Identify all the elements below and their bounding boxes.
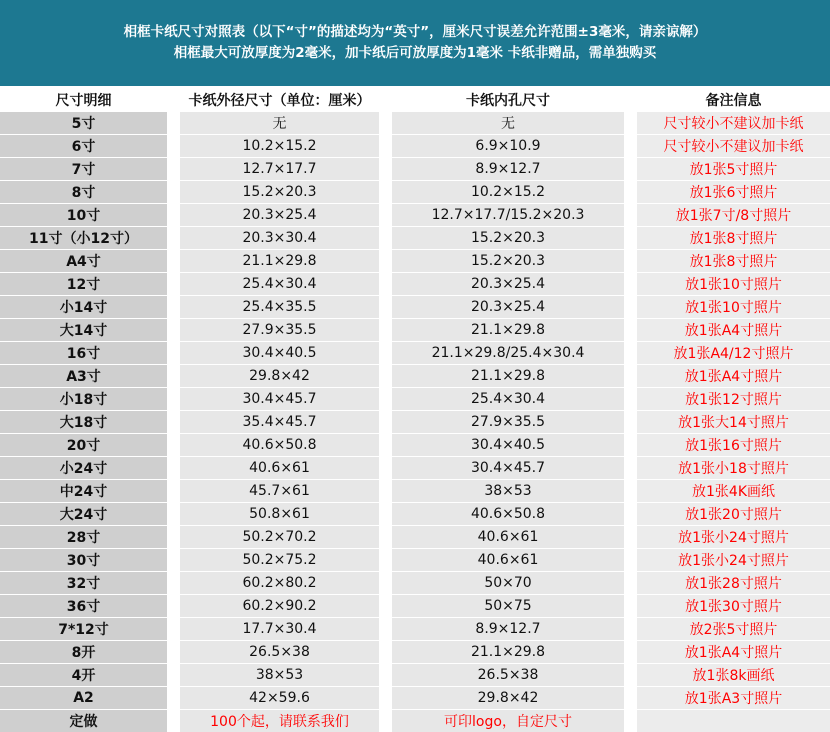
column-header-inner: 卡纸内孔尺寸 [392, 89, 624, 111]
cell-size: 20寸 [0, 434, 167, 456]
cell-outer: 45.7×61 [180, 480, 379, 502]
column-gap [624, 273, 637, 295]
title-line-1: 相框卡纸尺寸对照表（以下“寸”的描述均为“英寸”，厘米尺寸误差允许范围±3毫米，请亲谅解） [123, 24, 707, 40]
column-gap [167, 319, 180, 341]
column-gap [624, 457, 637, 479]
cell-size: 小18寸 [0, 388, 167, 410]
cell-size: 32寸 [0, 572, 167, 594]
column-gap [379, 135, 392, 157]
column-gap [624, 480, 637, 502]
cell-inner: 12.7×17.7/15.2×20.3 [392, 204, 624, 226]
cell-inner: 40.6×50.8 [392, 503, 624, 525]
column-gap [167, 526, 180, 548]
cell-outer: 21.1×29.8 [180, 250, 379, 272]
column-gap [379, 342, 392, 364]
column-gap [624, 687, 637, 709]
column-gap [379, 526, 392, 548]
cell-note: 放1张8寸照片 [637, 227, 830, 249]
cell-inner: 50×70 [392, 572, 624, 594]
cell-size: 8寸 [0, 181, 167, 203]
cell-outer: 17.7×30.4 [180, 618, 379, 640]
column-gap [167, 296, 180, 318]
cell-size: 大24寸 [0, 503, 167, 525]
cell-outer: 30.4×45.7 [180, 388, 379, 410]
cell-size: 大14寸 [0, 319, 167, 341]
title-line-2: 相框最大可放厚度为2毫米，加卡纸后可放厚度为1毫米 卡纸非赠品，需单独购买 [173, 45, 657, 61]
column-gap [379, 411, 392, 433]
cell-size: 大18寸 [0, 411, 167, 433]
cell-size: 10寸 [0, 204, 167, 226]
column-gap [624, 181, 637, 203]
cell-note: 放1张8寸照片 [637, 250, 830, 272]
column-gap [379, 89, 392, 111]
cell-inner: 15.2×20.3 [392, 227, 624, 249]
cell-note: 放1张30寸照片 [637, 595, 830, 617]
column-gap [167, 89, 180, 111]
column-gap [167, 434, 180, 456]
column-gap [624, 296, 637, 318]
column-gap [624, 227, 637, 249]
cell-note: 放1张A4寸照片 [637, 641, 830, 663]
cell-inner: 6.9×10.9 [392, 135, 624, 157]
column-gap [379, 227, 392, 249]
column-gap [624, 319, 637, 341]
cell-inner: 20.3×25.4 [392, 273, 624, 295]
cell-note: 放2张5寸照片 [637, 618, 830, 640]
cell-inner: 21.1×29.8 [392, 641, 624, 663]
cell-inner: 21.1×29.8 [392, 319, 624, 341]
cell-outer: 38×53 [180, 664, 379, 686]
cell-size: 8开 [0, 641, 167, 663]
column-gap [167, 457, 180, 479]
cell-outer: 50.8×61 [180, 503, 379, 525]
cell-note: 放1张小18寸照片 [637, 457, 830, 479]
column-gap [167, 365, 180, 387]
column-gap [379, 503, 392, 525]
cell-note: 尺寸较小不建议加卡纸 [637, 135, 830, 157]
column-gap [379, 204, 392, 226]
cell-outer: 10.2×15.2 [180, 135, 379, 157]
cell-note: 放1张20寸照片 [637, 503, 830, 525]
column-gap [167, 135, 180, 157]
column-gap [379, 549, 392, 571]
cell-inner: 15.2×20.3 [392, 250, 624, 272]
cell-size: A4寸 [0, 250, 167, 272]
cell-note: 放1张5寸照片 [637, 158, 830, 180]
column-gap [167, 641, 180, 663]
column-gap [379, 181, 392, 203]
column-gap [167, 595, 180, 617]
cell-note: 放1张A3寸照片 [637, 687, 830, 709]
column-gap [167, 549, 180, 571]
column-gap [379, 710, 392, 732]
cell-size: A2 [0, 687, 167, 709]
cell-inner: 21.1×29.8/25.4×30.4 [392, 342, 624, 364]
cell-inner: 27.9×35.5 [392, 411, 624, 433]
column-gap [624, 549, 637, 571]
cell-outer: 50.2×70.2 [180, 526, 379, 548]
cell-size: 11寸（小12寸） [0, 227, 167, 249]
column-gap [167, 710, 180, 732]
cell-size: 16寸 [0, 342, 167, 364]
column-header-size: 尺寸明细 [0, 89, 167, 111]
cell-outer: 27.9×35.5 [180, 319, 379, 341]
cell-outer: 40.6×61 [180, 457, 379, 479]
cell-inner: 8.9×12.7 [392, 618, 624, 640]
cell-size: 7*12寸 [0, 618, 167, 640]
cell-outer: 60.2×90.2 [180, 595, 379, 617]
cell-outer: 50.2×75.2 [180, 549, 379, 571]
cell-note: 放1张A4寸照片 [637, 365, 830, 387]
column-gap [624, 618, 637, 640]
column-gap [167, 158, 180, 180]
cell-inner: 30.4×40.5 [392, 434, 624, 456]
column-gap [167, 572, 180, 594]
cell-inner: 40.6×61 [392, 526, 624, 548]
cell-inner: 可印logo，自定尺寸 [392, 710, 624, 732]
column-gap [624, 250, 637, 272]
column-header-outer: 卡纸外径尺寸（单位：厘米） [180, 89, 379, 111]
cell-size: 12寸 [0, 273, 167, 295]
column-gap [624, 710, 637, 732]
column-gap [167, 181, 180, 203]
column-gap [379, 480, 392, 502]
column-gap [379, 250, 392, 272]
cell-inner: 无 [392, 112, 624, 134]
cell-note: 放1张28寸照片 [637, 572, 830, 594]
column-gap [624, 503, 637, 525]
cell-inner: 25.4×30.4 [392, 388, 624, 410]
cell-size: 小14寸 [0, 296, 167, 318]
cell-note: 放1张10寸照片 [637, 273, 830, 295]
cell-size: 4开 [0, 664, 167, 686]
column-gap [167, 480, 180, 502]
column-gap [167, 411, 180, 433]
cell-note: 放1张7寸/8寸照片 [637, 204, 830, 226]
cell-outer: 12.7×17.7 [180, 158, 379, 180]
cell-outer: 15.2×20.3 [180, 181, 379, 203]
column-gap [624, 434, 637, 456]
cell-outer: 30.4×40.5 [180, 342, 379, 364]
column-gap [624, 135, 637, 157]
column-gap [624, 388, 637, 410]
column-gap [379, 687, 392, 709]
column-gap [167, 250, 180, 272]
column-gap [167, 273, 180, 295]
column-gap [624, 572, 637, 594]
column-gap [379, 618, 392, 640]
cell-outer: 25.4×35.5 [180, 296, 379, 318]
cell-note: 放1张6寸照片 [637, 181, 830, 203]
column-gap [379, 319, 392, 341]
column-gap [624, 342, 637, 364]
column-gap [624, 411, 637, 433]
column-gap [379, 434, 392, 456]
column-gap [167, 388, 180, 410]
column-gap [167, 342, 180, 364]
column-gap [167, 664, 180, 686]
cell-note: 尺寸较小不建议加卡纸 [637, 112, 830, 134]
cell-inner: 38×53 [392, 480, 624, 502]
cell-outer: 20.3×30.4 [180, 227, 379, 249]
cell-note: 放1张10寸照片 [637, 296, 830, 318]
cell-outer: 26.5×38 [180, 641, 379, 663]
cell-size: 小24寸 [0, 457, 167, 479]
cell-note: 放1张大14寸照片 [637, 411, 830, 433]
cell-note: 放1张12寸照片 [637, 388, 830, 410]
column-gap [379, 296, 392, 318]
cell-outer: 无 [180, 112, 379, 134]
column-gap [167, 112, 180, 134]
column-gap [624, 664, 637, 686]
column-gap [379, 641, 392, 663]
column-gap [624, 641, 637, 663]
column-gap [379, 572, 392, 594]
size-table [0, 89, 830, 732]
column-gap [167, 687, 180, 709]
cell-outer: 100个起，请联系我们 [180, 710, 379, 732]
column-gap [379, 457, 392, 479]
cell-outer: 42×59.6 [180, 687, 379, 709]
table-title-banner [0, 0, 830, 86]
column-gap [624, 112, 637, 134]
column-gap [624, 204, 637, 226]
cell-size: 28寸 [0, 526, 167, 548]
column-gap [624, 158, 637, 180]
column-gap [379, 388, 392, 410]
cell-outer: 20.3×25.4 [180, 204, 379, 226]
cell-size: 6寸 [0, 135, 167, 157]
cell-note: 放1张A4寸照片 [637, 319, 830, 341]
column-gap [379, 273, 392, 295]
cell-inner: 29.8×42 [392, 687, 624, 709]
cell-size: 7寸 [0, 158, 167, 180]
column-gap [167, 503, 180, 525]
column-gap [379, 664, 392, 686]
cell-note: 放1张小24寸照片 [637, 526, 830, 548]
cell-inner: 30.4×45.7 [392, 457, 624, 479]
cell-inner: 10.2×15.2 [392, 181, 624, 203]
column-gap [379, 595, 392, 617]
column-gap [167, 227, 180, 249]
cell-size: 中24寸 [0, 480, 167, 502]
cell-note: 放1张4K画纸 [637, 480, 830, 502]
cell-note: 放1张小24寸照片 [637, 549, 830, 571]
cell-size: 36寸 [0, 595, 167, 617]
cell-inner: 8.9×12.7 [392, 158, 624, 180]
cell-inner: 50×75 [392, 595, 624, 617]
cell-note: 放1张A4/12寸照片 [637, 342, 830, 364]
cell-size: 30寸 [0, 549, 167, 571]
cell-inner: 26.5×38 [392, 664, 624, 686]
cell-inner: 21.1×29.8 [392, 365, 624, 387]
cell-note [637, 710, 830, 732]
column-gap [624, 365, 637, 387]
cell-note: 放1张8k画纸 [637, 664, 830, 686]
cell-outer: 25.4×30.4 [180, 273, 379, 295]
cell-size: 5寸 [0, 112, 167, 134]
cell-outer: 35.4×45.7 [180, 411, 379, 433]
column-gap [624, 89, 637, 111]
cell-outer: 40.6×50.8 [180, 434, 379, 456]
column-gap [167, 204, 180, 226]
column-header-note: 备注信息 [637, 89, 830, 111]
cell-size: A3寸 [0, 365, 167, 387]
column-gap [379, 158, 392, 180]
cell-size: 定做 [0, 710, 167, 732]
cell-inner: 40.6×61 [392, 549, 624, 571]
cell-outer: 29.8×42 [180, 365, 379, 387]
cell-outer: 60.2×80.2 [180, 572, 379, 594]
column-gap [167, 618, 180, 640]
column-gap [624, 595, 637, 617]
column-gap [624, 526, 637, 548]
cell-inner: 20.3×25.4 [392, 296, 624, 318]
column-gap [379, 112, 392, 134]
cell-note: 放1张16寸照片 [637, 434, 830, 456]
column-gap [379, 365, 392, 387]
